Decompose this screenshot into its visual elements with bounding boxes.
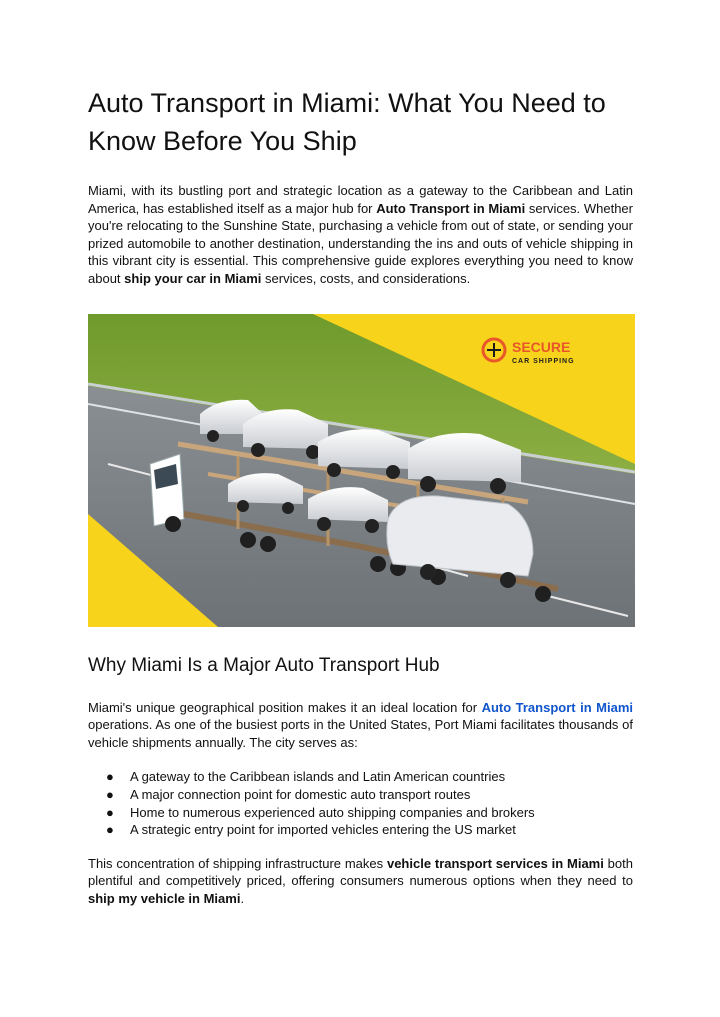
- list-item-text: Home to numerous experienced auto shipping companies and brokers: [130, 804, 535, 820]
- list-item: [88, 821, 633, 839]
- list-item: [88, 768, 633, 786]
- bullet: ●: [106, 804, 114, 820]
- bullet: ●: [106, 822, 114, 838]
- list-item-text: A strategic entry point for imported vehicles entering the US market: [130, 822, 516, 838]
- section-bold-1: vehicle transport services in Miami: [386, 855, 604, 871]
- intro-bold-2: ship your car in Miami: [124, 270, 262, 286]
- list-item: [88, 786, 633, 804]
- section-text-3: This concentration of shipping infrastructure makes: [88, 855, 387, 871]
- list-item-text: A major connection point for domestic auto transport routes: [130, 786, 471, 802]
- document-page: [88, 0, 633, 908]
- intro-text-1: Miami, with its bustling port and strategic location as a gateway to the Caribbean and Latin America, has established itself as a major hub for: [88, 183, 633, 216]
- section-bold-2: ship my vehicle in Miami: [88, 890, 241, 906]
- bullet: ●: [106, 786, 114, 802]
- intro-paragraph: [88, 182, 633, 288]
- auto-transport-miami-link[interactable]: Auto Transport in Miami: [481, 699, 633, 715]
- intro-bold-1: Auto Transport in Miami: [376, 200, 526, 216]
- intro-text-3: services, costs, and considerations.: [261, 270, 471, 286]
- logo-brand-line2: CAR SHIPPING: [512, 357, 575, 365]
- bullet: ●: [106, 769, 114, 785]
- section-text-2: operations. As one of the busiest ports in the United States, Port Miami facilitates thousands of vehicle shipments annually. The city serves as:: [88, 717, 633, 750]
- section-text-1: Miami's unique geographical position makes it an ideal location for: [88, 699, 482, 715]
- list-item: [88, 804, 633, 822]
- logo-brand-line1: SECURE: [512, 338, 571, 355]
- section-text-4: both plentiful and competitively priced, offering consumers numerous options when they need to: [88, 855, 633, 889]
- list-item-text: A gateway to the Caribbean islands and Latin American countries: [130, 769, 506, 785]
- section-text-5: .: [240, 890, 245, 906]
- intro-text-2: services. Whether you're relocating to the Sunshine State, purchasing a vehicle from out of state, or sending your prized automobile to another destination, understanding the ins and outs of vehicle shipping in this vibrant city is essential. This comprehensive guide explores everything you need to know about: [88, 200, 633, 286]
- section-paragraph-2: [88, 855, 633, 908]
- hub-reasons-list: [88, 768, 633, 838]
- hero-image: [88, 314, 635, 627]
- page-title: Auto Transport in Miami: What You Need to Know Before You Ship: [88, 88, 606, 156]
- section-paragraph-1: [88, 699, 633, 752]
- section-heading: Why Miami Is a Major Auto Transport Hub: [88, 654, 440, 676]
